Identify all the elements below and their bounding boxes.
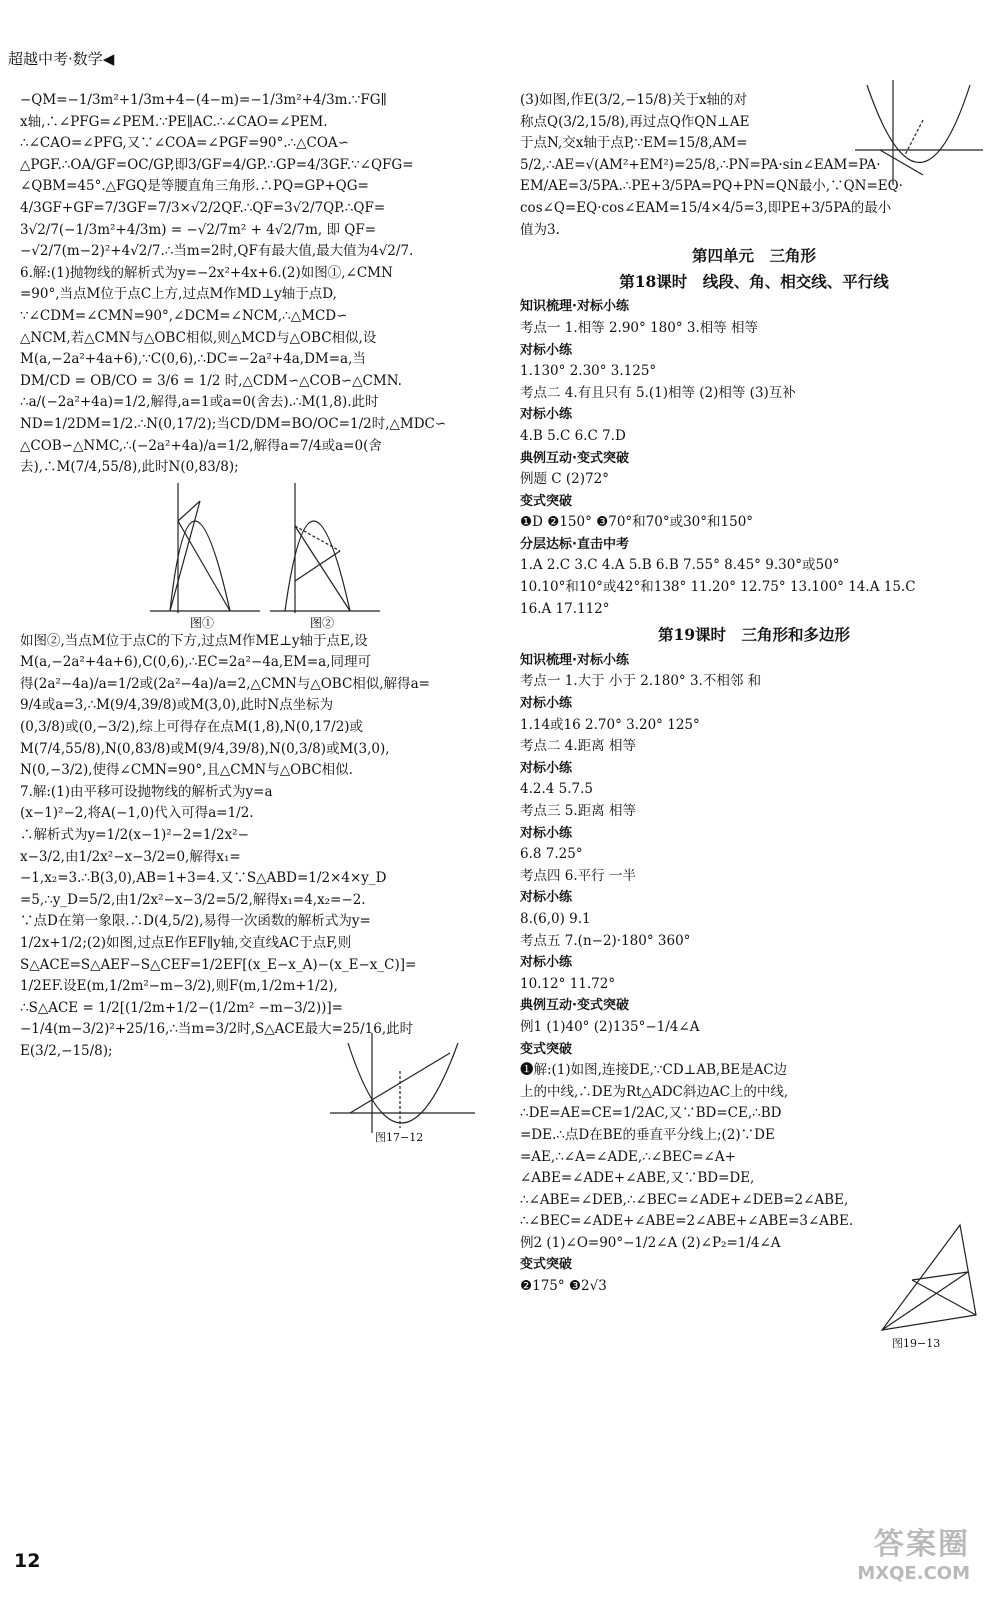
- text-line: 考点五 7.(n−2)·180° 360°: [520, 932, 691, 949]
- text-line: 6.解:(1)抛物线的解析式为y=−2x²+4x+6.(2)如图①,∠CMN: [20, 264, 393, 281]
- fig3-label: 图17−12: [375, 1131, 424, 1143]
- text-line: 对标小练: [520, 760, 573, 776]
- text-line: 例题 C (2)72°: [520, 471, 609, 488]
- figures-1-2: [20, 481, 480, 629]
- text-line: 1.130° 2.30° 3.125°: [520, 363, 657, 380]
- text-line: 例1 (1)40° (2)135°−1/4∠A: [520, 1018, 700, 1035]
- figure-17-12: [330, 1033, 480, 1143]
- watermark-logo-text: 答案圈: [874, 1527, 970, 1562]
- text-line: 4.2.4 5.7.5: [520, 781, 593, 798]
- text-line: DM/CD = OB/CO = 3/6 = 1/2 时,△CDM∽△COB∽△CMN.: [20, 372, 402, 389]
- text-line: 例2 (1)∠O=90°−1/2∠A (2)∠P₂=1/4∠A: [520, 1234, 781, 1251]
- text-line: 分层达标·直击中考: [520, 536, 629, 552]
- text-line: 变式突破: [520, 1257, 573, 1273]
- text-line: ∠ABE=∠ADE+∠ABE,又∵BD=DE,: [520, 1170, 755, 1187]
- text-line: 7.解:(1)由平移可设抛物线的解析式为y=a: [20, 783, 273, 800]
- text-line: 对标小练: [520, 955, 573, 971]
- text-line: 变式突破: [520, 1041, 573, 1057]
- text-line: 去),∴M(7/4,55/8),此时N(0,83/8);: [20, 459, 239, 476]
- text-line: M(7/4,55/8),N(0,83/8)或M(9/4,39/8),N(0,3/8)或M(3,0),: [20, 740, 390, 757]
- text-line: 8.(6,0) 9.1: [520, 910, 591, 927]
- text-line: −1/4(m−3/2)²+25/16,∴当m=3/2时,S△ACE最大=25/16,此时: [20, 1021, 414, 1038]
- text-line: 考点二 4.距离 相等: [520, 738, 636, 755]
- text-line: 10.12° 11.72°: [520, 975, 616, 992]
- text-line: 典例互动·变式突破: [520, 998, 629, 1014]
- text-line: cos∠Q=EQ·cos∠EAM=15/4×4/5=3,即PE+3/5PA的最小: [520, 199, 892, 216]
- text-line: ∴S△ACE = 1/2[(1/2m+1/2−(1/2m² −m−3/2))]=: [20, 999, 343, 1016]
- text-line: 考点一 1.相等 2.90° 180° 3.相等 相等: [520, 319, 759, 336]
- watermark-url: MXQE.COM: [857, 1563, 970, 1584]
- text-line: 上的中线,∴DE为Rt△ADC斜边AC上的中线,: [520, 1083, 789, 1100]
- fig2-label: 图②: [310, 615, 335, 629]
- text-line: ∴∠BEC=∠ADE+∠ABE=2∠ABE+∠ABE=3∠ABE.: [520, 1213, 854, 1230]
- text-line: 知识梳理·对标小练: [520, 652, 629, 668]
- text-line: (x−1)²−2,将A(−1,0)代入可得a=1/2.: [20, 805, 254, 822]
- text-line: ∠QBM=45°.△FGQ是等腰直角三角形.∴PQ=GP+QG=: [20, 178, 369, 195]
- lesson-18-title: 第18课时 线段、角、相交线、平行线: [619, 271, 889, 291]
- text-line: ∴∠ABE=∠DEB,∴∠BEC=∠ADE+∠DEB=2∠ABE,: [520, 1191, 849, 1208]
- text-line: △COB∽△NMC,∴(−2a²+4a)/a=1/2,解得a=7/4或a=0(舍: [20, 437, 382, 454]
- text-line: (0,3/8)或(0,−3/2),综上可得存在点M(1,8),N(0,17/2)或: [20, 719, 364, 736]
- text-line: 称点Q(3/2,15/8),再过点Q作QN⊥AE: [520, 113, 750, 130]
- text-line: S△ACE=S△AEF−S△CEF=1/2EF[(x_E−x_A)−(x_E−x_C)]=: [20, 956, 417, 973]
- text-line: △NCM,若△CMN与△OBC相似,则△MCD与△OBC相似,设: [20, 329, 377, 346]
- text-line: 4/3GF+GF=7/3GF=7/3×√2/2QF.∴QF=3√2/7QP.∴QF=: [20, 199, 386, 216]
- text-line: ∴a/(−2a²+4a)=1/2,解得,a=1或a=0(舍去).∴M(1,8).此时: [20, 394, 379, 411]
- text-line: 对标小练: [520, 696, 573, 712]
- parabola-figure: [855, 80, 985, 190]
- text-line: E(3/2,−15/8);: [20, 1042, 113, 1059]
- text-line: −1,x₂=3.∴B(3,0),AB=1+3=4.又∵S△ABD=1/2×4×y_D: [20, 870, 387, 887]
- text-line: =5,∴y_D=5/2,由1/2x²−x−3/2=5/2,解得x₁=4,x₂=−2.: [20, 891, 366, 908]
- text-line: ∴DE=AE=CE=1/2AC,又∵BD=CE,∴BD: [520, 1105, 782, 1122]
- text-line: 6.8 7.25°: [520, 846, 583, 863]
- text-line: 4.B 5.C 6.C 7.D: [520, 427, 626, 444]
- text-line: 考点三 5.距离 相等: [520, 803, 636, 819]
- text-line: 考点二 4.有且只有 5.(1)相等 (2)相等 (3)互补: [520, 384, 796, 401]
- text-line: −QM=−1/3m²+1/3m+4−(4−m)=−1/3m²+4/3m.∵FG∥: [20, 92, 387, 108]
- running-header: 超越中考·数学◀: [8, 50, 115, 68]
- triangle-figure-19-13: [872, 1220, 982, 1350]
- text-line: N(0,−3/2),使得∠CMN=90°,且△CMN与△OBC相似.: [20, 762, 353, 779]
- figure-1: [150, 483, 260, 613]
- text-line: 1.14或16 2.70° 3.20° 125°: [520, 716, 700, 733]
- text-line: 典例互动·变式突破: [520, 450, 629, 466]
- lesson-18-content: [520, 296, 988, 620]
- text-line: −√2/7(m−2)²+4√2/7.∴当m=2时,QF有最大值,最大值为4√2/7.: [20, 243, 414, 260]
- text-line: EM/AE=3/5PA.∴PE+3/5PA=PQ+PN=QN最小,∵QN=EQ·: [520, 178, 903, 195]
- text-line: 对标小练: [520, 407, 573, 423]
- text-line: ∴解析式为y=1/2(x−1)²−2=1/2x²−: [20, 827, 249, 844]
- text-line: M(a,−2a²+4a+6),C(0,6),∴EC=2a²−4a,EM=a,同理可: [20, 654, 372, 671]
- text-line: ∵∠CDM=∠CMN=90°,∠DCM=∠NCM,∴△MCD∽: [20, 307, 348, 324]
- lesson-19-title: 第19课时 三角形和多边形: [657, 625, 851, 645]
- page-number: 12: [14, 1550, 41, 1572]
- text-line: x轴,∴∠PFG=∠PEM.∵PE∥AC.∴∠CAO=∠PEM.: [20, 113, 328, 130]
- text-line: ❷175° ❸2√3: [520, 1278, 607, 1295]
- text-line: 5/2,∴AE=√(AM²+EM²)=25/8,∴PN=PA·sin∠EAM=PA·: [520, 156, 881, 173]
- text-line: 16.A 17.112°: [520, 600, 610, 617]
- lesson-19-content: [520, 650, 988, 1298]
- text-line: 对标小练: [520, 825, 573, 841]
- text-line: 9/4或a=3,∴M(9/4,39/8)或M(3,0),此时N点坐标为: [20, 697, 334, 714]
- text-line: 1/2EF.设E(m,1/2m²−m−3/2),则F(m,1/2m+1/2),: [20, 978, 338, 995]
- text-line: 变式突破: [520, 493, 573, 509]
- left-column: [20, 90, 480, 1143]
- text-line: ∵点D在第一象限.∴D(4,5/2),易得一次函数的解析式为y=: [20, 913, 371, 930]
- left-text-block-2: [20, 631, 480, 1063]
- watermark: [857, 1519, 970, 1584]
- text-line: 得(2a²−4a)/a=1/2或(2a²−4a)/a=2,△CMN与△OBC相似,解得a=: [20, 675, 430, 692]
- text-line: ND=1/2DM=1/2.∴N(0,17/2);当CD/DM=BO/OC=1/2时,△MDC∽: [20, 415, 447, 432]
- text-line: 对标小练: [520, 342, 573, 358]
- text-line: (3)如图,作E(3/2,−15/8)关于x轴的对: [520, 92, 748, 108]
- left-text-block-1: [20, 90, 480, 479]
- text-line: 考点一 1.大于 小于 2.180° 3.不相邻 和: [520, 673, 762, 690]
- text-line: x−3/2,由1/2x²−x−3/2=0,解得x₁=: [20, 848, 241, 865]
- text-line: 1.A 2.C 3.C 4.A 5.B 6.B 7.55° 8.45° 9.30°或50°: [520, 557, 840, 574]
- text-line: 如图②,当点M位于点C的下方,过点M作ME⊥y轴于点E,设: [20, 632, 368, 649]
- fig1-label: 图①: [190, 615, 215, 629]
- text-line: 值为3.: [520, 221, 560, 238]
- text-line: 10.10°和10°或42°和138° 11.20° 12.75° 13.100° 14.A 15.C: [520, 579, 916, 596]
- text-line: 3√2/7(−1/3m²+4/3m) = −√2/7m² + 4√2/7m, 即 QF=: [20, 221, 377, 238]
- text-line: 考点四 6.平行 一半: [520, 867, 636, 884]
- text-line: ❶解:(1)如图,连接DE,∵CD⊥AB,BE是AC边: [520, 1062, 788, 1079]
- figure-2: [270, 483, 380, 613]
- text-line: 1/2x+1/2;(2)如图,过点E作EF∥y轴,交直线AC于点F,则: [20, 935, 352, 951]
- text-line: =DE.∴点D在BE的垂直平分线上;(2)∵DE: [520, 1126, 775, 1143]
- text-line: △PGF.∴OA/GF=OC/GP,即3/GF=4/GP.∴GP=4/3GF.∵∠QFG=: [20, 156, 414, 173]
- fig4-label: 图19−13: [892, 1337, 941, 1350]
- text-line: 知识梳理·对标小练: [520, 299, 629, 315]
- text-line: ❶D ❷150° ❸70°和70°或30°和150°: [520, 514, 754, 531]
- right-column: [520, 90, 988, 1350]
- text-line: ∴∠CAO=∠PFG,又∵∠COA=∠PGF=90°.∴△COA∽: [20, 135, 349, 152]
- unit-title: 第四单元 三角形: [691, 246, 816, 266]
- text-line: 于点N,交x轴于点P,∵EM=15/8,AM=: [520, 135, 748, 152]
- text-line: =90°,当点M位于点C上方,过点M作MD⊥y轴于点D,: [20, 286, 337, 303]
- text-line: 对标小练: [520, 890, 573, 906]
- text-line: =AE,∴∠A=∠ADE,∴∠BEC=∠A+: [520, 1148, 736, 1165]
- text-line: M(a,−2a²+4a+6),∵C(0,6),∴DC=−2a²+4a,DM=a,当: [20, 351, 366, 368]
